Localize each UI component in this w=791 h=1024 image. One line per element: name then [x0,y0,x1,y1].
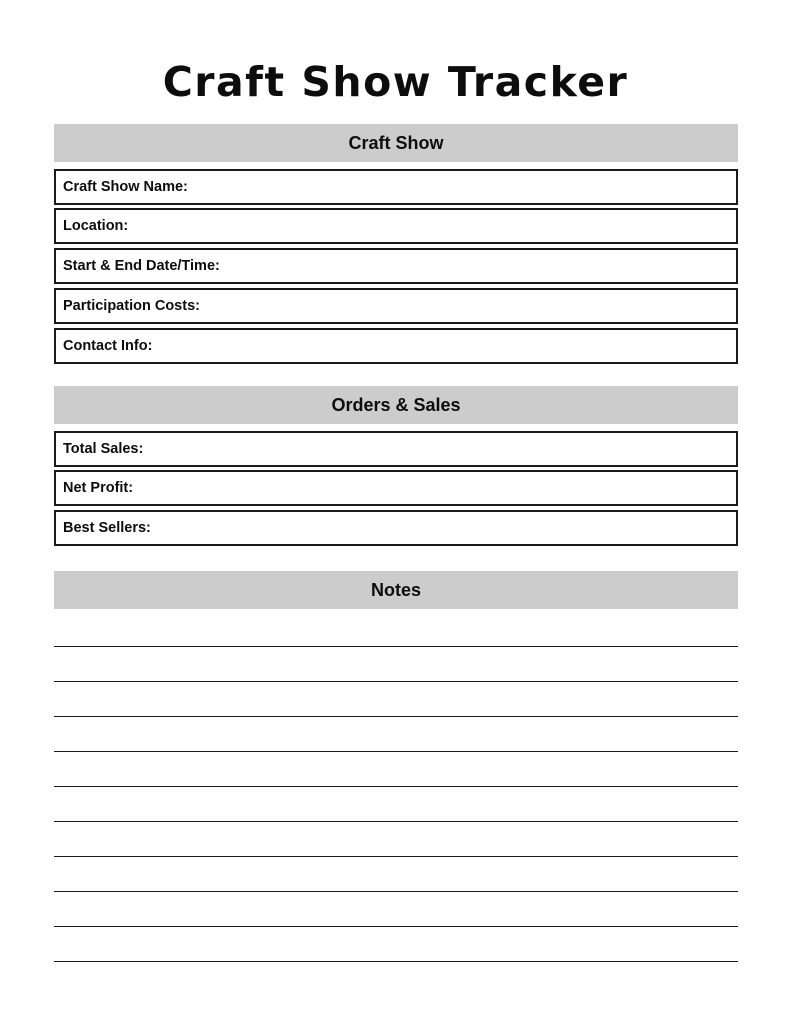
field-label: Craft Show Name: [63,179,188,195]
note-line[interactable] [54,891,738,892]
field-label: Contact Info: [63,338,153,354]
note-line[interactable] [54,821,738,822]
note-line[interactable] [54,681,738,682]
field-craft-show-name[interactable] [54,169,738,205]
field-label: Participation Costs: [63,298,200,314]
section-header-craft-show: Craft Show [54,124,738,162]
field-label: Location: [63,218,129,234]
field-contact-info[interactable] [54,328,738,364]
field-total-sales[interactable] [54,431,738,467]
page-title: Craft Show Tracker [162,58,629,106]
field-net-profit[interactable] [54,470,738,506]
note-line[interactable] [54,646,738,647]
note-line[interactable] [54,716,738,717]
field-label: Start & End Date/Time: [63,258,220,274]
field-start-end-date-time[interactable] [54,248,738,284]
field-participation-costs[interactable] [54,288,738,324]
field-label: Net Profit: [63,480,134,496]
section-header-notes: Notes [54,571,738,609]
field-label: Best Sellers: [63,520,151,536]
note-line[interactable] [54,961,738,962]
note-line[interactable] [54,751,738,752]
field-location[interactable] [54,208,738,244]
field-best-sellers[interactable] [54,510,738,546]
section-header-orders-sales: Orders & Sales [54,386,738,424]
note-line[interactable] [54,926,738,927]
note-line[interactable] [54,856,738,857]
field-label: Total Sales: [63,441,144,457]
note-line[interactable] [54,786,738,787]
